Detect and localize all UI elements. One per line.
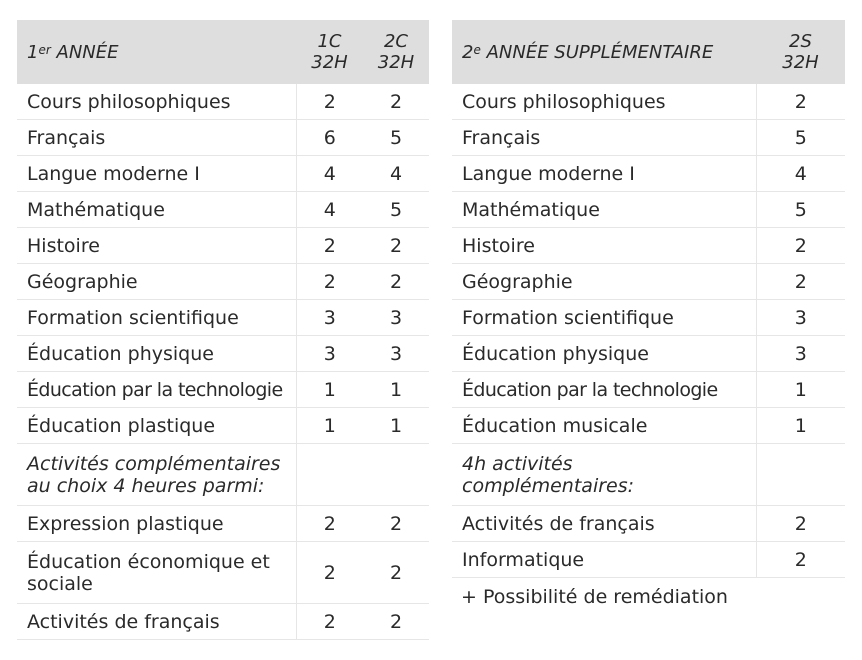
table-row [17, 156, 429, 192]
table-row [452, 300, 845, 336]
hours-cell: 6 [296, 120, 363, 156]
hours-cell: 4 [363, 156, 429, 192]
subject-cell: Éducation plastique [17, 408, 296, 444]
subject-cell: Géographie [452, 264, 756, 300]
table-row [452, 156, 845, 192]
header-col-hours: 32H [782, 52, 819, 73]
hours-cell: 2 [756, 506, 845, 542]
hours-cell: 5 [756, 120, 845, 156]
hours-cell: 4 [756, 156, 845, 192]
hours-cell: 3 [756, 300, 845, 336]
table-row [17, 264, 429, 300]
subject-cell: Éducation physique [17, 336, 296, 372]
subject-cell: Éducation par la technologie [452, 372, 756, 408]
header-ordinal: 1 [27, 41, 39, 63]
hours-cell: 2 [296, 228, 363, 264]
header-ordinal-sup: er [38, 42, 51, 57]
hours-cell: 1 [756, 372, 845, 408]
hours-cell: 2 [363, 264, 429, 300]
activities-heading: Activités complémentaires au choix 4 heures parmi: [17, 444, 296, 506]
hours-cell: 1 [363, 408, 429, 444]
header-ordinal: 2 [462, 41, 474, 63]
table-row [452, 408, 845, 444]
header-col-hours: 32H [377, 52, 415, 73]
hours-cell: 2 [756, 264, 845, 300]
second-year-supplementary-table [452, 20, 845, 578]
hours-cell: 2 [296, 84, 363, 120]
table-row [17, 542, 429, 604]
hours-cell: 2 [296, 542, 363, 604]
subject-cell: Français [452, 120, 756, 156]
subject-cell: Éducation par la technologie [17, 372, 296, 408]
activities-heading-row [17, 444, 429, 506]
hours-cell: 2 [296, 604, 363, 640]
hours-cell: 2 [363, 228, 429, 264]
header-col-2s [756, 20, 845, 84]
subject-cell: Histoire [17, 228, 296, 264]
hours-cell: 5 [363, 120, 429, 156]
hours-cell: 2 [756, 228, 845, 264]
activities-heading-row [452, 444, 845, 506]
table-row [17, 336, 429, 372]
subject-cell: Géographie [17, 264, 296, 300]
table-row [17, 120, 429, 156]
subject-cell: Mathématique [452, 192, 756, 228]
hours-cell: 2 [296, 506, 363, 542]
header-title [452, 20, 756, 84]
empty-cell [363, 444, 429, 506]
table-row [17, 192, 429, 228]
subject-cell: Éducation musicale [452, 408, 756, 444]
hours-cell: 1 [296, 408, 363, 444]
subject-cell: Français [17, 120, 296, 156]
subject-cell: Éducation physique [452, 336, 756, 372]
hours-cell: 4 [296, 192, 363, 228]
remediation-note: + Possibilité de remédiation [461, 586, 728, 608]
hours-cell: 1 [296, 372, 363, 408]
subject-cell: Éducation économique et sociale [17, 542, 296, 604]
subject-cell: Activités de français [452, 506, 756, 542]
table-row [452, 120, 845, 156]
table-row [452, 228, 845, 264]
table-row [452, 506, 845, 542]
hours-cell: 2 [756, 84, 845, 120]
hours-cell: 3 [296, 300, 363, 336]
subject-cell: Expression plastique [17, 506, 296, 542]
hours-cell: 2 [363, 506, 429, 542]
table-row [452, 84, 845, 120]
hours-cell: 3 [756, 336, 845, 372]
header-title [17, 20, 296, 84]
subject-cell: Formation scientifique [17, 300, 296, 336]
activities-heading: 4h activités complémentaires: [452, 444, 756, 506]
table-row [17, 506, 429, 542]
header-title-text: ANNÉE SUPPLÉMENTAIRE [486, 41, 714, 63]
table-row [17, 228, 429, 264]
hours-cell: 5 [756, 192, 845, 228]
hours-cell: 2 [363, 604, 429, 640]
hours-cell: 3 [296, 336, 363, 372]
table-header-row [17, 20, 429, 84]
table-row [17, 408, 429, 444]
subject-cell: Formation scientifique [452, 300, 756, 336]
hours-cell: 2 [363, 84, 429, 120]
hours-cell: 2 [363, 542, 429, 604]
table-row [452, 336, 845, 372]
table-row [452, 264, 845, 300]
header-title-text: ANNÉE [56, 41, 119, 63]
hours-cell: 3 [363, 300, 429, 336]
header-col-code: 2S [789, 31, 812, 52]
header-col-code: 1C [317, 31, 342, 52]
hours-cell: 5 [363, 192, 429, 228]
table-row [17, 372, 429, 408]
subject-cell: Cours philosophiques [17, 84, 296, 120]
hours-cell: 1 [756, 408, 845, 444]
header-ordinal-sup: e [473, 42, 481, 57]
header-col-2c [363, 20, 429, 84]
subject-cell: Activités de français [17, 604, 296, 640]
subject-cell: Langue moderne I [17, 156, 296, 192]
table-row [452, 192, 845, 228]
header-col-code: 2C [383, 31, 409, 52]
header-col-1c [296, 20, 363, 84]
table-row [17, 604, 429, 640]
subject-cell: Histoire [452, 228, 756, 264]
first-year-table [17, 20, 429, 640]
subject-cell: Informatique [452, 542, 756, 578]
hours-cell: 4 [296, 156, 363, 192]
table-row [452, 372, 845, 408]
table-row [17, 84, 429, 120]
table-header-row [452, 20, 845, 84]
subject-cell: Cours philosophiques [452, 84, 756, 120]
subject-cell: Mathématique [17, 192, 296, 228]
table-row [17, 300, 429, 336]
empty-cell [756, 444, 845, 506]
hours-cell: 3 [363, 336, 429, 372]
table-row [452, 542, 845, 578]
hours-cell: 2 [756, 542, 845, 578]
empty-cell [296, 444, 363, 506]
header-col-hours: 32H [311, 52, 348, 73]
subject-cell: Langue moderne I [452, 156, 756, 192]
hours-cell: 2 [296, 264, 363, 300]
hours-cell: 1 [363, 372, 429, 408]
